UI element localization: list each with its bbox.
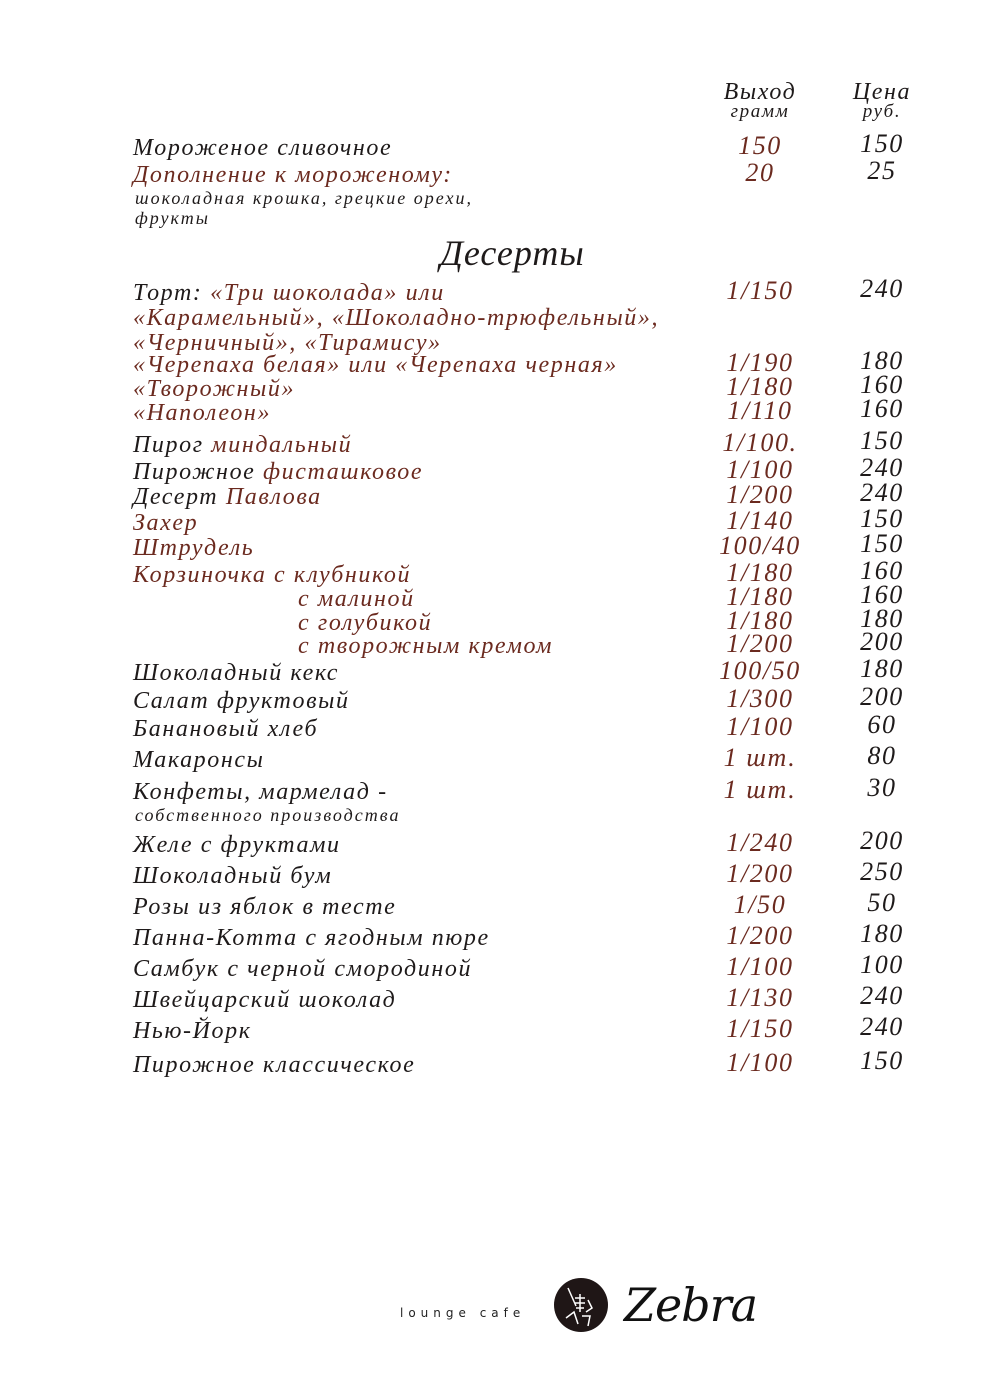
item-name	[133, 987, 396, 1014]
item-name	[133, 832, 341, 859]
weight-label: Выход	[723, 79, 797, 105]
item-name-detail: фисташковое	[263, 459, 424, 485]
item-name-detail: Павлова	[225, 484, 322, 510]
item-name-detail: Штрудель	[133, 535, 255, 561]
item-name	[133, 1052, 415, 1079]
item-name	[133, 688, 350, 715]
item-name	[298, 633, 553, 660]
item-weight: 1/100	[726, 712, 794, 741]
item-name	[133, 660, 339, 687]
item-price: 150	[860, 1046, 904, 1075]
item-price: 50	[867, 888, 897, 917]
item-name-main: Шоколадный кекс	[133, 660, 340, 686]
item-weight: 1/190	[726, 348, 794, 377]
item-note: шоколадная крошка, грецкие орехи,	[135, 188, 473, 208]
item-name	[133, 510, 198, 537]
item-price: 240	[860, 453, 904, 482]
item-name	[133, 894, 396, 921]
item-name-detail: Дополнение к мороженому:	[133, 162, 453, 188]
item-name-detail: «Три шоколада» или	[210, 280, 445, 306]
item-price: 60	[867, 710, 897, 739]
item-price: 250	[860, 857, 904, 886]
footer-tagline: lounge cafe	[400, 1306, 526, 1320]
item-name	[133, 135, 392, 162]
item-name-main: Макаронсы	[133, 747, 265, 773]
item-price: 180	[860, 604, 904, 633]
item-weight: 1/100.	[722, 428, 798, 457]
item-price: 180	[860, 919, 904, 948]
item-weight: 1/180	[726, 558, 794, 587]
item-weight: 1/100	[726, 952, 794, 981]
brand-logo-text: Zebra	[624, 1278, 758, 1332]
item-name-main: Панна-Котта с ягодным пюре	[133, 925, 490, 951]
item-weight: 100/40	[719, 531, 801, 560]
item-name	[133, 562, 411, 589]
item-weight: 1 шт.	[723, 775, 797, 804]
item-name	[133, 352, 618, 379]
item-price: 100	[860, 950, 904, 979]
item-name-main: Мороженое сливочное	[133, 135, 393, 161]
item-name	[133, 1018, 252, 1045]
item-price: 160	[860, 370, 904, 399]
item-note: фрукты	[135, 208, 210, 228]
item-name	[133, 779, 388, 806]
item-name	[298, 586, 415, 613]
item-name	[133, 716, 318, 743]
weight-column-header	[700, 79, 820, 122]
item-weight: 1/200	[726, 921, 794, 950]
item-price: 180	[860, 654, 904, 683]
item-weight: 1/200	[726, 859, 794, 888]
item-weight: 1 шт.	[723, 743, 797, 772]
item-weight: 1/50	[733, 890, 787, 919]
item-name-main: Пирожное	[133, 459, 264, 485]
item-name-detail: «Творожный»	[133, 376, 296, 402]
item-price: 160	[860, 580, 904, 609]
item-name-detail: Корзиночка с клубникой	[133, 562, 412, 588]
item-name-main: Желе с фруктами	[133, 832, 341, 858]
item-name-detail: миндальный	[211, 432, 353, 458]
item-price: 150	[860, 529, 904, 558]
item-weight: 100/50	[719, 656, 801, 685]
item-name-continuation: «Карамельный», «Шоколадно-трюфельный»,	[133, 305, 660, 331]
item-name	[133, 535, 254, 562]
item-price: 240	[860, 981, 904, 1010]
price-column-header	[842, 79, 922, 122]
item-name	[133, 956, 472, 983]
item-price: 200	[860, 826, 904, 855]
item-name-detail: Захер	[133, 510, 199, 536]
item-price: 150	[860, 426, 904, 455]
item-note: собственного производства	[135, 805, 401, 825]
item-weight: 1/180	[726, 582, 794, 611]
item-name-main: Пирог	[133, 432, 212, 458]
item-price: 80	[867, 741, 897, 770]
item-name	[133, 280, 445, 307]
price-unit: руб.	[862, 101, 902, 122]
item-name	[133, 432, 352, 459]
item-price: 240	[860, 478, 904, 507]
item-weight: 1/200	[726, 629, 794, 658]
item-name-main: Десерт	[133, 484, 226, 510]
item-name-main: Конфеты, мармелад -	[133, 779, 388, 805]
item-name-main: Нью-Йорк	[133, 1018, 252, 1044]
item-weight: 1/140	[726, 506, 794, 535]
item-weight: 1/150	[726, 1014, 794, 1043]
item-name	[133, 484, 322, 511]
item-price: 150	[860, 504, 904, 533]
item-name	[133, 376, 295, 403]
item-name	[133, 925, 490, 952]
item-name	[133, 747, 265, 774]
item-name-main: Шоколадный бум	[133, 863, 333, 889]
item-name	[133, 162, 453, 189]
item-price: 200	[860, 627, 904, 656]
item-name-detail: с малиной	[298, 586, 415, 612]
item-price: 180	[860, 346, 904, 375]
item-weight: 1/100	[726, 1048, 794, 1077]
item-name-main: Розы из яблок в тесте	[133, 894, 397, 920]
item-weight: 1/200	[726, 480, 794, 509]
item-name	[133, 459, 423, 486]
item-price: 200	[860, 682, 904, 711]
item-name-main: Пирожное классическое	[133, 1052, 416, 1078]
item-weight: 150	[738, 131, 782, 160]
item-weight: 1/150	[726, 276, 794, 305]
item-weight: 1/100	[726, 455, 794, 484]
item-weight: 1/110	[727, 396, 793, 425]
item-name	[133, 400, 271, 427]
item-weight: 1/180	[726, 372, 794, 401]
item-price: 240	[860, 1012, 904, 1041]
zebra-logo-icon	[554, 1278, 608, 1332]
item-name-main: Торт:	[133, 280, 211, 306]
item-price: 25	[867, 156, 897, 185]
item-name-main: Самбук с черной смородиной	[133, 956, 473, 982]
item-weight: 1/180	[726, 606, 794, 635]
price-label: Цена	[852, 79, 912, 105]
item-weight: 1/300	[726, 684, 794, 713]
item-name-detail: с творожным кремом	[298, 633, 554, 659]
item-name-main: Салат фруктовый	[133, 688, 350, 714]
item-price: 240	[860, 274, 904, 303]
item-name-detail: «Черепаха белая» или «Черепаха черная»	[133, 352, 618, 378]
weight-unit: грамм	[730, 101, 790, 122]
item-price: 150	[860, 129, 904, 158]
item-price: 160	[860, 394, 904, 423]
item-weight: 20	[745, 158, 775, 187]
item-name-continuation: «Черничный», «Тирамису»	[133, 330, 442, 356]
item-price: 160	[860, 556, 904, 585]
item-name-detail: с голубикой	[298, 610, 433, 636]
item-name-main: Швейцарский шоколад	[133, 987, 397, 1013]
item-price: 30	[867, 773, 897, 802]
item-name-detail: «Наполеон»	[133, 400, 272, 426]
item-weight: 1/130	[726, 983, 794, 1012]
item-name	[133, 863, 332, 890]
section-title: Десерты	[440, 233, 585, 273]
item-weight: 1/240	[726, 828, 794, 857]
item-name-main: Банановый хлеб	[133, 716, 319, 742]
